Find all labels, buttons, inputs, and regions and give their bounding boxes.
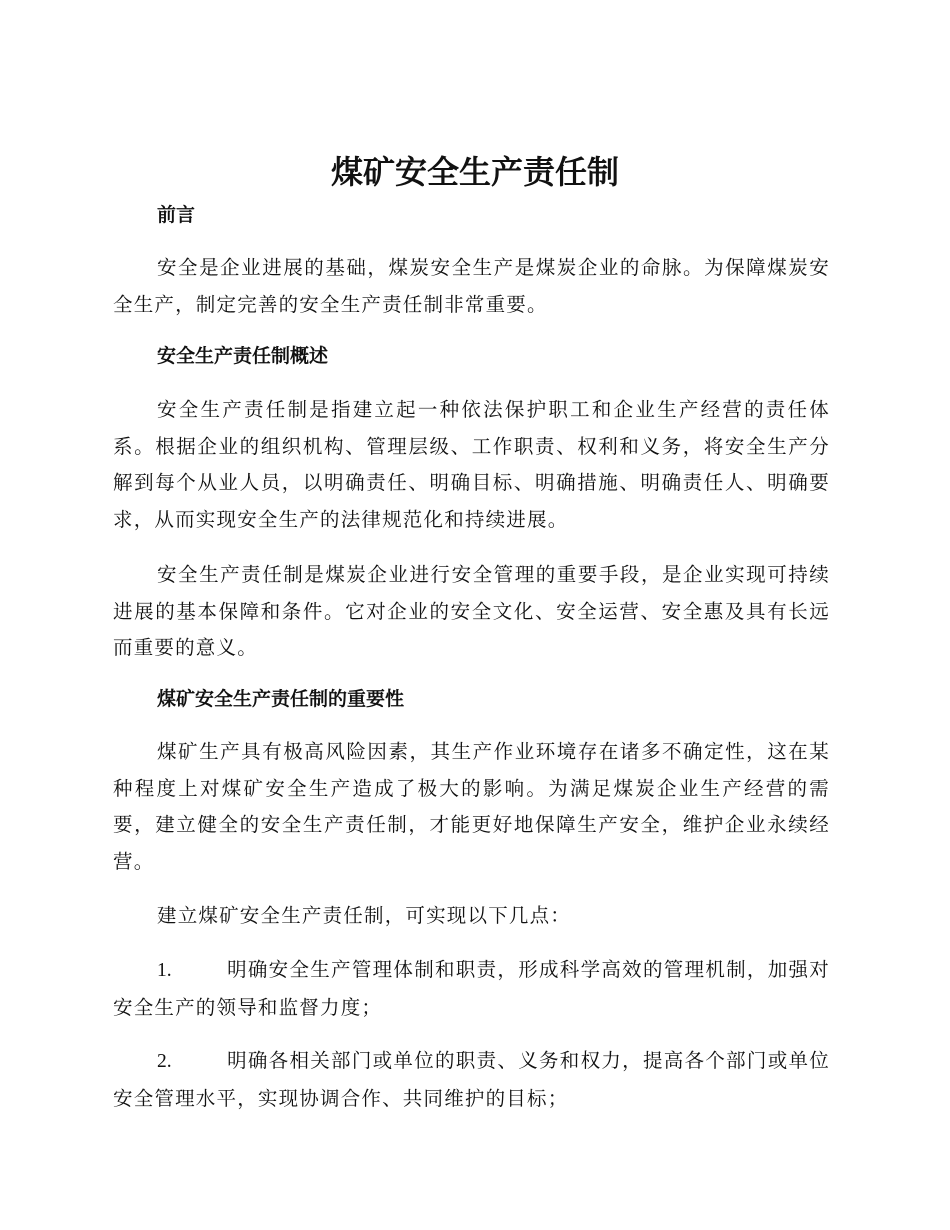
paragraph-importance-1: 煤矿生产具有极高风险因素，其生产作业环境存在诸多不确定性，这在某种程度上对煤矿安全生产造成了极大的影响。为满足煤炭企业生产经营的需要，建立健全的安全生产责任制，才能更好地保障生产安全，维护企业永续经营。 xyxy=(113,740,830,873)
document-title: 煤矿安全生产责任制 xyxy=(330,153,619,191)
list-text: 明确安全生产管理体制和职责，形成科学高效的管理机制，加强对安全生产的领导和监督力度； xyxy=(113,958,830,1019)
paragraph-overview-2: 安全生产责任制是煤炭企业进行安全管理的重要手段，是企业实现可持续进展的基本保障和条件。它对企业的安全文化、安全运营、安全惠及具有长远而重要的意义。 xyxy=(113,563,830,659)
list-text: 明确各相关部门或单位的职责、义务和权力，提高各个部门或单位安全管理水平，实现协调合作、共同维护的目标； xyxy=(113,1049,830,1110)
heading-preface: 前言 xyxy=(157,204,196,226)
paragraph-preface: 安全是企业进展的基础，煤炭安全生产是煤炭企业的命脉。为保障煤炭安全生产，制定完善的安全生产责任制非常重要。 xyxy=(113,256,830,316)
paragraph-overview-1: 安全生产责任制是指建立起一种依法保护职工和企业生产经营的责任体系。根据企业的组织机构、管理层级、工作职责、权利和义务，将安全生产分解到每个从业人员，以明确责任、明确目标、明确措施、明确责任人、明确要求，从而实现安全生产的法律规范化和持续进展。 xyxy=(113,398,830,531)
list-number: 2. xyxy=(157,1051,172,1072)
list-item xyxy=(113,1043,830,1117)
heading-importance: 煤矿安全生产责任制的重要性 xyxy=(157,688,405,710)
heading-overview: 安全生产责任制概述 xyxy=(157,345,329,367)
list-number: 1. xyxy=(157,960,172,981)
paragraph-importance-2: 建立煤矿安全生产责任制，可实现以下几点： xyxy=(157,904,572,927)
list-item xyxy=(113,952,830,1026)
